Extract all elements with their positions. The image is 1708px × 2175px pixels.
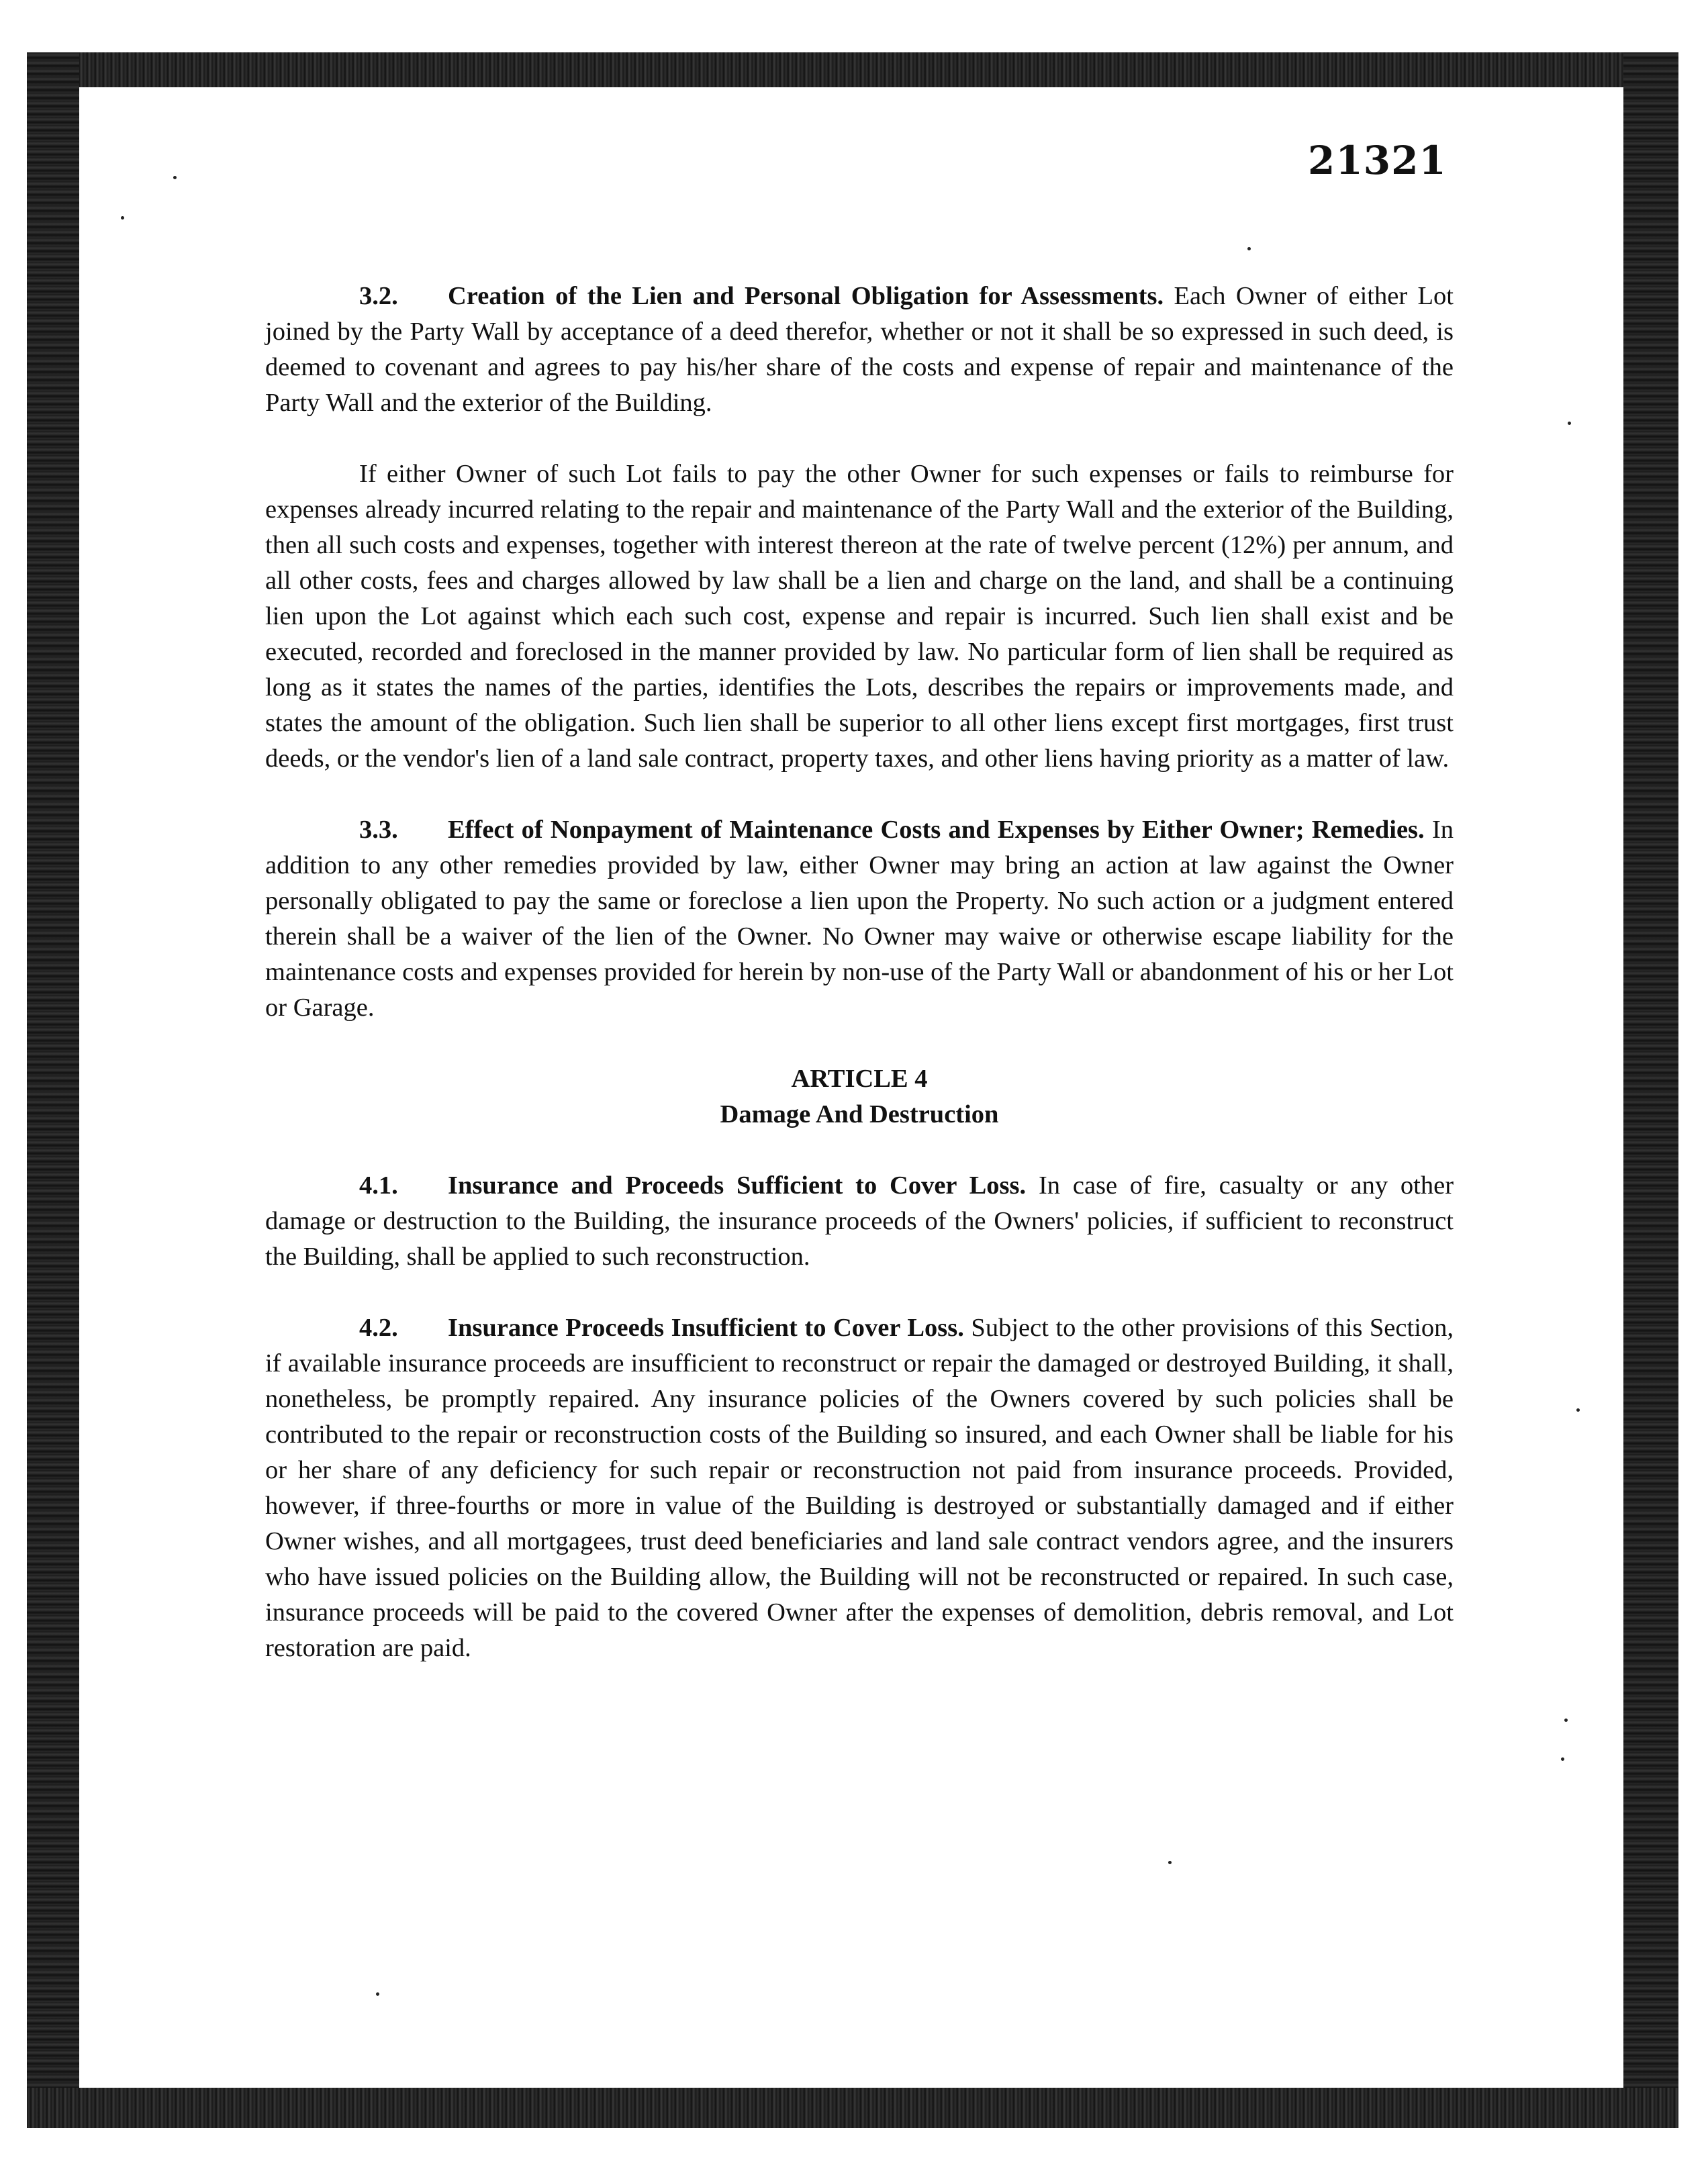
article-subheading: Damage And Destruction [720, 1100, 999, 1128]
section-3-3 [265, 812, 1454, 1026]
section-3-2 [265, 279, 1454, 421]
scan-border-left [27, 52, 79, 2128]
section-title: Effect of Nonpayment of Maintenance Costs and Expenses by Either Owner; Remedies. [448, 816, 1425, 844]
section-number: 4.2. [359, 1314, 398, 1342]
scan-speck [1564, 1719, 1568, 1722]
article-heading-block [265, 1061, 1454, 1132]
section-body: If either Owner of such Lot fails to pay the other Owner for such expenses or fails to reimburse for expenses already incurred relating to the repair and maintenance of the Party Wall and the exterior of the Building, then all such costs and expenses, together with interest thereon at the rate of twelve percent (12%) per annum, and all other costs, fees and charges allowed by law shall be a lien and charge on the land, and shall be a continuing lien upon the Lot against which each such cost, expense and repair is incurred. Such lien shall exist and be executed, recorded and foreclosed in the manner provided by law. No particular form of lien shall be required as long as it states the names of the parties, identifies the Lots, describes the repairs or improvements made, and states the amount of the obligation. Such lien shall be superior to all other liens except first mortgages, first trust deeds, or the vendor's lien of a land sale contract, property taxes, and other liens having priority as a matter of law. [265, 460, 1454, 773]
article-heading: ARTICLE 4 [791, 1065, 928, 1093]
section-body: Each Owner of either Lot joined by the Party Wall by acceptance of a deed therefor, whether or not it shall be so expressed in such deed, is deemed to covenant and agrees to pay his/her share of the costs and expense of repair and maintenance of the Party Wall and the exterior of the Building. [265, 282, 1454, 417]
section-number: 3.3. [359, 816, 398, 844]
section-title: Insurance and Proceeds Sufficient to Cover Loss. [448, 1171, 1027, 1200]
document-body [265, 279, 1454, 1702]
scan-speck [1247, 247, 1251, 250]
scan-speck [1568, 422, 1571, 425]
scan-border-bottom [27, 2088, 1678, 2128]
scan-speck [173, 176, 177, 179]
section-4-2 [265, 1310, 1454, 1666]
scan-border-top [27, 52, 1678, 87]
scan-speck [1576, 1408, 1580, 1412]
document-number: 21321 [1308, 138, 1447, 183]
section-3-2-continued [265, 456, 1454, 777]
section-4-1 [265, 1168, 1454, 1275]
section-number: 3.2. [359, 282, 398, 310]
scan-speck [1168, 1861, 1172, 1864]
scan-border-right [1623, 52, 1678, 2128]
section-body: In addition to any other remedies provided by law, either Owner may bring an action at law against the Owner personally obligated to pay the same or foreclose a lien upon the Property. No such action or a judgment entered therein shall be a waiver of the lien of the Owner. No Owner may waive or otherwise escape liability for the maintenance costs and expenses provided for herein by non-use of the Party Wall or abandonment of his or her Lot or Garage. [265, 816, 1454, 1022]
section-body: In case of fire, casualty or any other damage or destruction to the Building, the insurance proceeds of the Owners' policies, if sufficient to reconstruct the Building, shall be applied to such reconstruction. [265, 1171, 1454, 1271]
section-number: 4.1. [359, 1171, 398, 1200]
scan-speck [121, 216, 124, 220]
scan-speck [376, 1992, 379, 1996]
section-title: Insurance Proceeds Insufficient to Cover Loss. [448, 1314, 964, 1342]
scan-speck [1561, 1757, 1564, 1761]
section-body: Subject to the other provisions of this Section, if available insurance proceeds are insufficient to reconstruct or repair the damaged or destroyed Building, it shall, nonetheless, be promptly repaired. Any insurance policies of the Owners covered by such policies shall be contributed to the repair or reconstruction costs of the Building so insured, and each Owner shall be liable for his or her share of any deficiency for such repair or reconstruction not paid from insurance proceeds. Provided, however, if three-fourths or more in value of the Building is destroyed or substantially damaged and if either Owner wishes, and all mortgagees, trust deed beneficiaries and land sale contract vendors agree, and the insurers who have issued policies on the Building allow, the Building will not be reconstructed or repaired. In such case, insurance proceeds will be paid to the covered Owner after the expenses of demolition, debris removal, and Lot restoration are paid. [265, 1314, 1454, 1662]
section-title: Creation of the Lien and Personal Obligation for Assessments. [448, 282, 1164, 310]
